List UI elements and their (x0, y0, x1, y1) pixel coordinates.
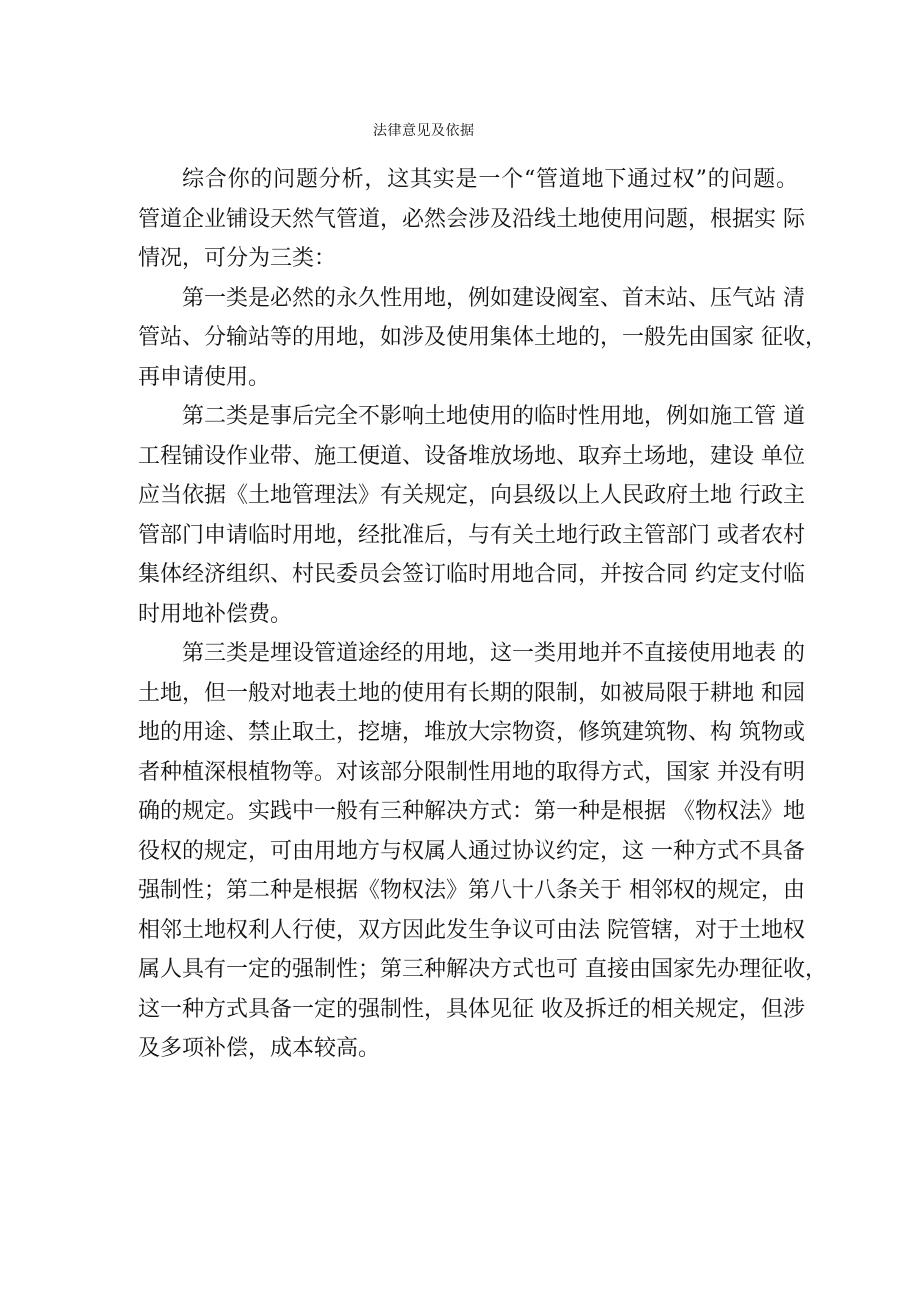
text-line: 第二类是事后完全不影响土地使用的临时性用地，例如施工管 道 (182, 404, 805, 429)
text-line: 情况，可分为三类： (138, 246, 337, 271)
text-line: 再申请使用。 (138, 364, 271, 390)
text-line: 管部门申请临时用地，经批准后，与有关土地行政主管部门 或者农村 (138, 522, 805, 548)
text-line: 相邻土地权利人行使，双方因此发生争议可由法 院管辖，对于土地权 (138, 917, 805, 943)
text-line: 地的用途、禁止取土，挖塘，堆放大宗物资，修筑建筑物、构 筑物或 (138, 720, 805, 745)
text-line: 强制性；第二种是根据《物权法》第八十八条关于 相邻权的规定，由 (138, 878, 805, 903)
text-line: 时用地补偿费。 (138, 601, 293, 627)
text-line: 第三类是埋设管道途经的用地，这一类用地并不直接使用地表 的 (182, 641, 805, 666)
text-line: 管道企业铺设天然气管道，必然会涉及沿线土地使用问题，根据实 际 (138, 206, 805, 232)
text-line: 确的规定。实践中一般有三种解决方式：第一种是根据 《物权法》地 (138, 799, 805, 824)
text-line: 役权的规定，可由用地方与权属人通过协议约定，这 一种方式不具备 (138, 838, 805, 864)
text-line: 第一类是必然的永久性用地，例如建设阀室、首末站、压气站 清 (182, 285, 805, 311)
text-line: 土地，但一般对地表土地的使用有长期的限制，如被局限于耕地 和园 (138, 680, 805, 706)
paragraph-second-category (138, 397, 805, 634)
paragraph-intro (138, 160, 805, 279)
text-line: 这一种方式具备一定的强制性，具体见征 收及拆迁的相关规定，但涉 (138, 996, 805, 1022)
text-line: 应当依据《土地管理法》有关规定，向县级以上人民政府土地 行政主 (138, 483, 805, 508)
text-line: 管站、分输站等的用地，如涉及使用集体土地的，一般先由国家 征收， (138, 325, 827, 350)
paragraph-third-category (138, 634, 827, 1069)
document-body (138, 160, 827, 1069)
text-line: 工程铺设作业带、施工便道、设备堆放场地、取弃土场地，建设 单位 (138, 443, 805, 469)
text-line: 综合你的问题分析，这其实是一个“管道地下通过权”的问题。 (182, 167, 798, 192)
text-line: 者种植深根植物等。对该部分限制性用地的取得方式，国家 并没有明 (138, 759, 805, 785)
text-line: 集体经济组织、村民委员会签订临时用地合同，并按合同 约定支付临 (138, 562, 805, 587)
document-title: 法律意见及依据 (373, 123, 475, 139)
text-line: 及多项补偿，成本较高。 (138, 1036, 381, 1061)
paragraph-first-category (138, 279, 827, 398)
text-line: 属人具有一定的强制性；第三种解决方式也可 直接由国家先办理征收， (138, 957, 827, 982)
